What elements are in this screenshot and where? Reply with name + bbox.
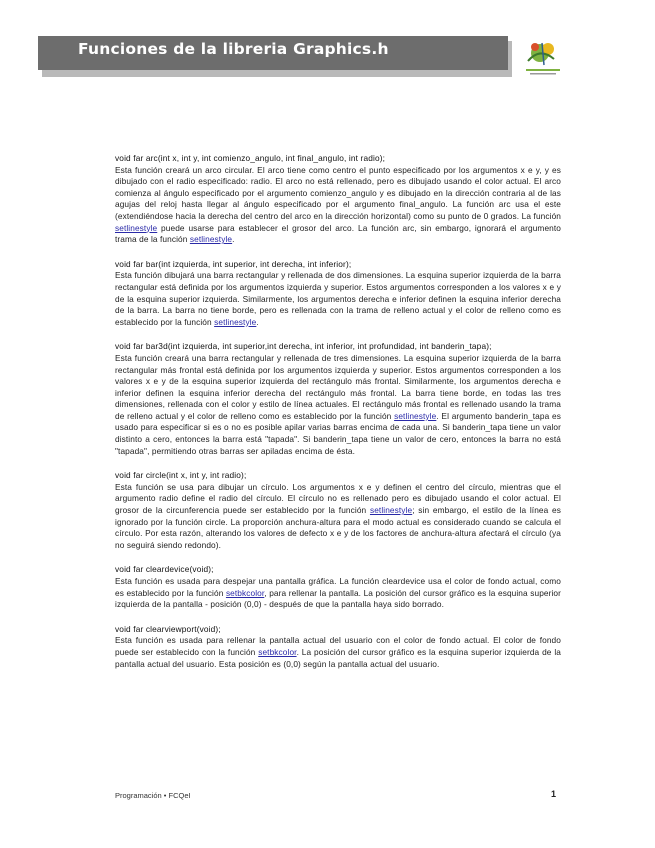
university-logo (518, 35, 568, 81)
description-text: Esta función dibujará una barra rectangular y rellenada de dos dimensiones. La esquina superior izquierda de la barra rectangular está definida por los argumentos izquierda y superior. Estos argumentos corresponden a los valores x e y de la esquina superior izquierda. Similarmente, los argumentos derecha e inferior definen la esquina inferior derecha de la barra. La barra no tiene borde, pero es rellenada con la trama de relleno actual y el color de relleno como es establecido por la función (115, 270, 561, 327)
function-signature: void far clearviewport(void); (115, 623, 221, 634)
section-circle (115, 470, 561, 551)
description-text: Esta función es usada para rellenar la pantalla actual del usuario con el color de fondo actual. El color de fondo puede ser establecido con la función (115, 635, 561, 657)
function-signature: void far arc(int x, int y, int comienzo_angulo, int final_angulo, int radio); (115, 153, 386, 163)
setlinestyle-link[interactable]: setlinestyle (115, 222, 158, 233)
section-bar3d (115, 341, 561, 457)
description-text: puede usarse para establecer el grosor del arco. La función arc, sin embargo, ignorará el argumento trama de la función (115, 222, 561, 245)
setbkcolor-link[interactable]: setbkcolor (225, 587, 265, 598)
setlinestyle-link[interactable]: setlinestyle (369, 505, 413, 516)
function-description (115, 576, 561, 611)
section-arc (115, 153, 561, 246)
description-text: Esta función creará un arco circular. El arco tiene como centro el punto especificado por los argumentos x e y, y es dibujado con el radio especificado: radio. El arco no está rellenado, pero es dibujado usando el color actual. El arco comienza al ángulo especificado por el argumento comienzo_angulo y es dibujado en la dirección contraria al de las agujas del reloj hasta llegar al ángulo especificado por el argumento final_angulo. La función arc usa el este (extendiéndose hacia la derecha del centro del arco en la dirección horizontal) como su punto de 0 grados. La función (115, 164, 561, 221)
description-text: . (232, 234, 235, 245)
function-description (115, 635, 561, 670)
setlinestyle-link[interactable]: setlinestyle (214, 316, 257, 327)
document-body (115, 153, 561, 683)
function-signature: void far bar3d(int izquierda, int superior,int derecha, int inferior, int profundidad, int banderin_tapa); (115, 341, 492, 352)
section-cleardevice (115, 564, 561, 610)
section-bar (115, 259, 561, 329)
description-text: . La posición del cursor gráfico es la esquina superior izquierda de la pantalla actual del usuario. Esta posición es (0,0) según la pantalla actual del usuario. (115, 646, 561, 669)
function-signature: void far circle(int x, int y, int radio); (115, 470, 247, 481)
setlinestyle-link[interactable]: setlinestyle (394, 410, 437, 421)
description-text: , para rellenar la pantalla. La posición del cursor gráfico es la esquina superior izquierda de la pantalla - posición (0,0) - después de que la pantalla haya sido borrado. (115, 587, 562, 610)
function-description (115, 165, 561, 246)
setlinestyle-link[interactable]: setlinestyle (189, 234, 233, 245)
footer-label: Programación • FCQeI (115, 791, 191, 800)
function-description (115, 270, 561, 328)
description-text: . (256, 316, 259, 327)
description-text: . El argumento banderin_tapa es usado para especificar si es o no es posible apilar varias barras encima de cada una. Si banderin_tapa tiene un valor distinto a cero, entonces la barra está "tapada". Si banderin_tapa tiene un valor de cero, entonces la barra no está "tapada", permitiendo otras barras ser apiladas encima de ésta. (115, 410, 561, 456)
description-text: Esta función se usa para dibujar un círculo. Los argumentos x e y definen el centro del círculo, mientras que el argumento radio define el radio del círculo. El círculo no es rellenado pero es dibujado usando el color actual. El grosor de la circunferencia puede ser establecido por la función (115, 481, 561, 516)
page-title: Funciones de la libreria Graphics.h (78, 40, 389, 58)
function-description (115, 353, 561, 457)
function-signature: void far cleardevice(void); (115, 564, 214, 575)
description-text: ; sin embargo, el estilo de la línea es ignorado por la función circle. La proporción anchura-altura para el modo actual es considerado cuando se calcula el círculo. Por esta razón, alterando los valores de defecto x e y de los factores de anchura-altura afectará el círculo (ya no seguirá siendo redondo). (115, 505, 561, 550)
description-text: Esta función creará una barra rectangular y rellenada de tres dimensiones. La esquina superior izquierda de la barra rectangular más frontal está definida por los argumentos izquierda y superior. Estos argumentos corresponden a los valores x e y de la esquina superior izquierda del rectángulo más frontal. Similarmente, los argumentos derecha e inferior definen la esquina inferior derecha del rectángulo más frontal. La barra tiene borde, en todas las tres dimensiones, rellenada con el color y estilo de línea actuales. El rectángulo más frontal es rellenado usando la trama de relleno actual y el color de relleno como es establecido por la función (115, 352, 561, 421)
page-number: 1 (551, 789, 557, 799)
section-clearviewport (115, 624, 561, 670)
function-signature: void far bar(int izquierda, int superior, int derecha, int inferior); (115, 258, 352, 269)
description-text: Esta función es usada para despejar una pantalla gráfica. La función cleardevice usa el color de fondo actual, como es establecido por la función (115, 576, 561, 598)
setbkcolor-link[interactable]: setbkcolor (258, 646, 297, 657)
function-description (115, 482, 561, 552)
